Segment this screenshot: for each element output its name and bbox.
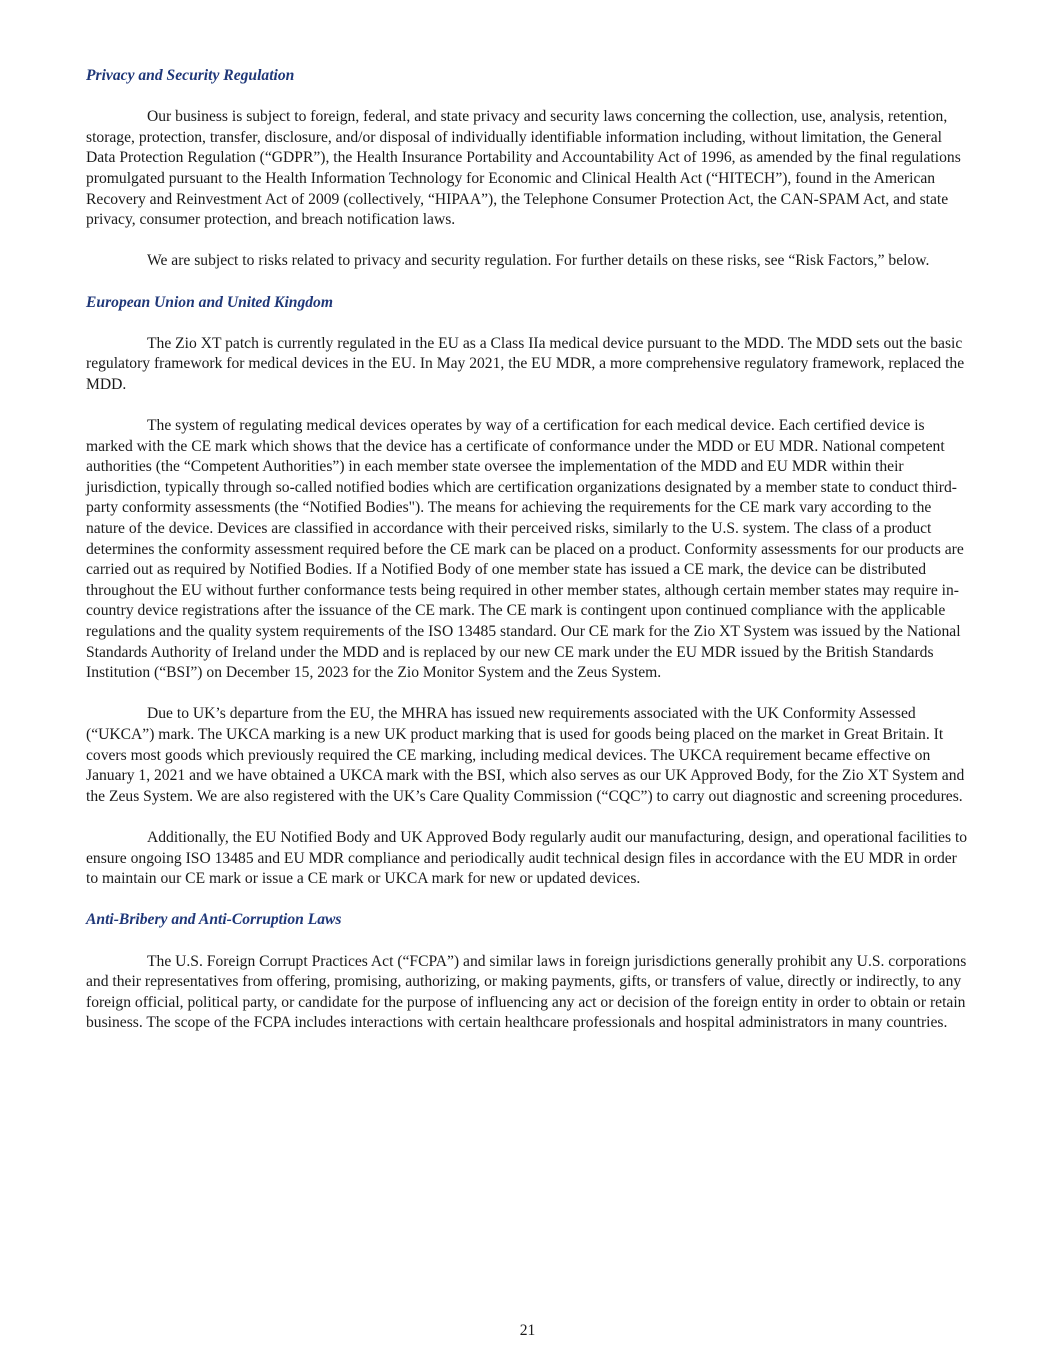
section-privacy-security	[86, 66, 970, 272]
page-number: 21	[519, 1322, 536, 1339]
section-heading: Anti-Bribery and Anti-Corruption Laws	[86, 911, 342, 929]
section-eu-uk	[86, 293, 970, 890]
paragraph: Due to UK’s departure from the EU, the MHRA has issued new requirements associated with the UK Conformity Assessed (“UKCA”) mark. The UKCA marking is a new UK product marking that is used for goods being placed on the market in Great Britain. It covers most goods which previously required the CE marking, including medical devices. The UKCA requirement became effective on January 1, 2021 and we have obtained a UKCA mark with the BSI, which also serves as our UK Approved Body, for the Zio XT System and the Zeus System. We are also registered with the UK’s Care Quality Commission (“CQC”) to carry out diagnostic and screening procedures.	[86, 705, 965, 805]
paragraph: The system of regulating medical devices operates by way of a certification for each medical device. Each certified device is marked with the CE mark which shows that the device has a certificate of conformance under the MDD or EU MDR. National competent authorities (the “Competent Authorities”) in each member state oversee the implementation of the MDD and EU MDR within their jurisdiction, typically through so-called notified bodies which are certification organizations designated by a member state to conduct third-party conformity assessments (the “Notified Bodies"). The means for achieving the requirements for the CE mark vary according to the nature of the device. Devices are classified in accordance with their perceived risks, similarly to the U.S. system. The class of a product determines the conformity assessment required before the CE mark can be placed on a product. Conformity assessments for our products are carried out as required by Notified Bodies. If a Notified Body of one member state has issued a CE mark, the device can be distributed throughout the EU without further conformance tests being required in other member states, although certain member states may require in-country device registrations after the issuance of the CE mark. The CE mark is contingent upon continued compliance with the applicable regulations and the quality system requirements of the ISO 13485 standard. Our CE mark for the Zio XT System was issued by the National Standards Authority of Ireland under the MDD and is replaced by our new CE mark under the EU MDR issued by the British Standards Institution (“BSI”) on December 15, 2023 for the Zio Monitor System and the Zeus System.	[86, 417, 964, 682]
paragraph: The Zio XT patch is currently regulated in the EU as a Class IIa medical device pursuant to the MDD. The MDD sets out the basic regulatory framework for medical devices in the EU. In May 2021, the EU MDR, a more comprehensive regulatory framework, replaced the MDD.	[86, 334, 965, 393]
paragraph: Additionally, the EU Notified Body and UK Approved Body regularly audit our manufacturing, design, and operational facilities to ensure ongoing ISO 13485 and EU MDR compliance and periodically audit technical design files in accordance with the EU MDR in order to maintain our CE mark or issue a CE mark or UKCA mark for new or updated devices.	[86, 828, 968, 888]
paragraph: We are subject to risks related to privacy and security regulation. For further details on these risks, see “Risk Factors,” below.	[147, 252, 930, 270]
document-page	[86, 66, 970, 1055]
section-heading: European Union and United Kingdom	[86, 293, 333, 311]
paragraph: Our business is subject to foreign, federal, and state privacy and security laws concerning the collection, use, analysis, retention, storage, protection, transfer, disclosure, and/or disposal of individually identifiable information including, without limitation, the General Data Protection Regulation (“GDPR”), the Health Insurance Portability and Accountability Act of 1996, as amended by the final regulations promulgated pursuant to the Health Information Technology for Economic and Clinical Health Act (“HITECH”), found in the American Recovery and Reinvestment Act of 2009 (collectively, “HIPAA”), the Telephone Consumer Protection Act, the CAN-SPAM Act, and state privacy, consumer protection, and breach notification laws.	[86, 108, 961, 229]
section-heading: Privacy and Security Regulation	[86, 67, 295, 84]
section-anti-bribery	[86, 910, 970, 1034]
paragraph: The U.S. Foreign Corrupt Practices Act (“FCPA”) and similar laws in foreign jurisdictions generally prohibit any U.S. corporations and their representatives from offering, promising, authorizing, or making payments, gifts, or transfers of value, directly or indirectly, to any foreign official, political party, or candidate for the purpose of influencing any act or decision of the foreign entity in order to obtain or retain business. The scope of the FCPA includes interactions with certain healthcare professionals and hospital administrators in many countries.	[86, 952, 967, 1032]
